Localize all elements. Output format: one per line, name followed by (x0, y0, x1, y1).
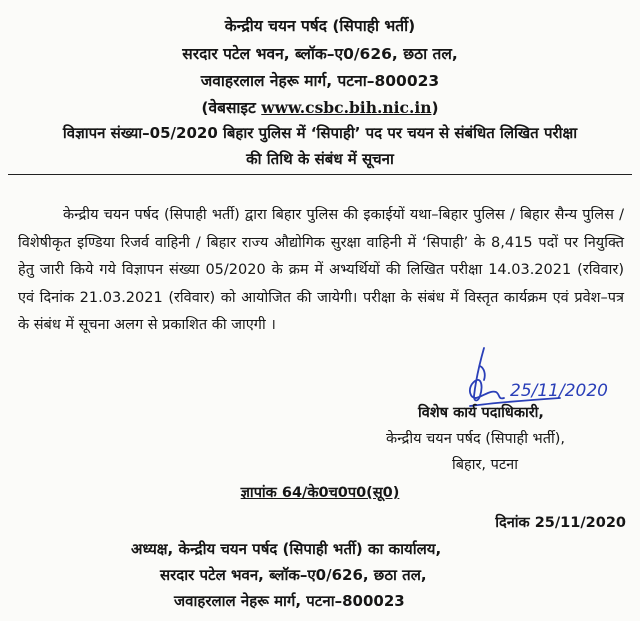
signatory-location: बिहार, पटना (452, 457, 518, 473)
website-prefix: (वेबसाइट (201, 99, 256, 117)
handwritten-date: 25/11/2020 (510, 381, 608, 401)
subject-line2: की तिथि के संबंध में सूचना (246, 150, 394, 168)
header-address-line2: जवाहरलाल नेहरू मार्ग, पटना–800023 (200, 72, 440, 90)
subject-line1: विज्ञापन संख्या–05/2020 बिहार पुलिस में ‘सिपाही’ पद पर चयन से संबंधित लिखित परीक्षा (62, 124, 578, 142)
memo-date: दिनांक 25/11/2020 (495, 515, 626, 531)
signatory-office: केन्द्रीय चयन पर्षद (सिपाही भर्ती), (386, 431, 566, 447)
memo-ref-number: ज्ञापांक 64/के0च0प0(सू0) (240, 485, 400, 501)
notice-body: केन्द्रीय चयन पर्षद (सिपाही भर्ती) द्वारा बिहार पुलिस की इकाईयों यथा–बिहार पुलिस / बिहार सैन्य पुलिस / विशेषीकृत इण्डिया रिजर्व वाहिनी / बिहार राज्य औद्योगिक सुरक्षा वाहिनी में ‘सिपाही’ के 8,415 पदों पर नियुक्ति हेतु जारी किये गये विज्ञापन संख्या 05/2020 के क्रम में अभ्यर्थियों की लिखित परीक्षा 14.03.2021 (रविवार) एवं दिनांक 21.03.2021 (रविवार) को आयोजित की जायेगी। परीक्षा के संबंध में विस्तृत कार्यक्रम एवं प्रवेश–पत्र के संबंध में सूचना अलग से प्रकाशित की जाएगी । (18, 207, 624, 333)
header-divider (8, 174, 632, 175)
website-suffix: ) (431, 99, 439, 117)
recipient-line3: जवाहरलाल नेहरू मार्ग, पटना–800023 (174, 592, 405, 610)
recipient-line1: अध्यक्ष, केन्द्रीय चयन पर्षद (सिपाही भर्ती) का कार्यालय, (131, 540, 442, 558)
org-name: केन्द्रीय चयन पर्षद (सिपाही भर्ती) (224, 17, 416, 35)
recipient-line2: सरदार पटेल भवन, ब्लॉक–ए0/626, छठा तल, (160, 566, 427, 584)
website-link[interactable]: www.csbc.bih.nic.in (261, 98, 432, 117)
signatory-designation: विशेष कार्य पदाधिकारी, (418, 405, 544, 421)
header-address-line1: सरदार पटेल भवन, ब्लॉक–ए0/626, छठा तल, (182, 45, 458, 63)
website-line (0, 98, 640, 118)
